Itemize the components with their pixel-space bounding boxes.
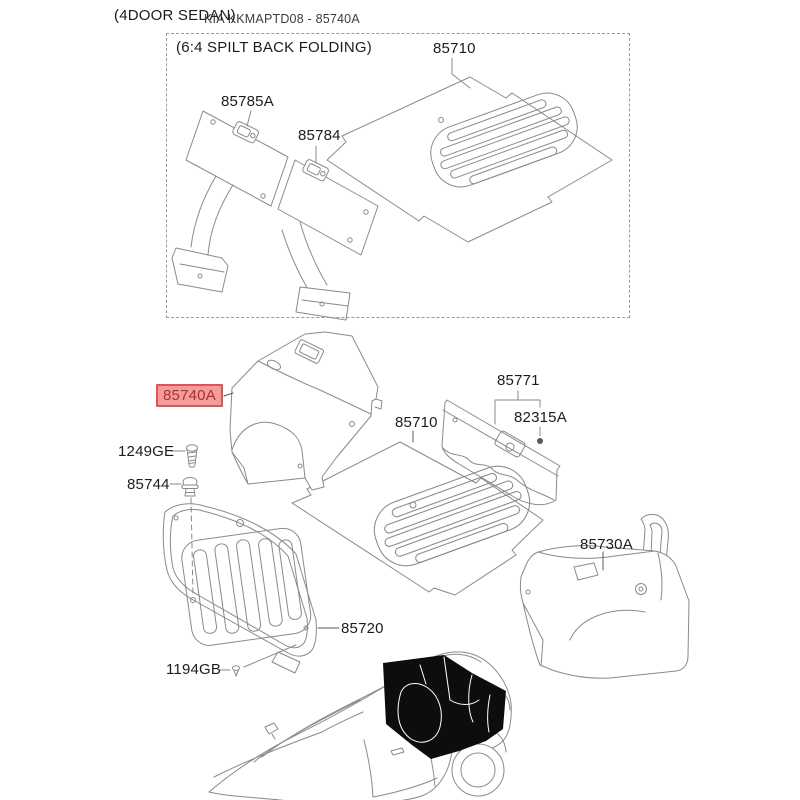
part-label-85720[interactable]: 85720	[341, 620, 384, 637]
variant-title: (4DOOR SEDAN)	[114, 7, 236, 24]
car-locator-drawing	[209, 652, 511, 800]
part-label-85784[interactable]: 85784	[298, 127, 341, 144]
part-label-85740A-highlighted[interactable]: 85740A	[156, 384, 223, 407]
part-label-85710-main[interactable]: 85710	[395, 414, 438, 431]
part-label-85710-inset[interactable]: 85710	[433, 40, 476, 57]
part-label-82315A[interactable]: 82315A	[514, 409, 567, 426]
part-label-85744[interactable]: 85744	[127, 476, 170, 493]
clip-85744-icon	[182, 478, 198, 497]
screw-1194GB-icon	[233, 666, 240, 676]
part-label-1194GB[interactable]: 1194GB	[166, 661, 222, 678]
split-folding-inset-box	[166, 33, 630, 318]
inset-title: (6:4 SPILT BACK FOLDING)	[176, 39, 372, 56]
part-label-85771[interactable]: 85771	[497, 372, 540, 389]
part-label-1249GE[interactable]: 1249GE	[118, 443, 175, 460]
partition-panel-85720-drawing	[163, 504, 316, 673]
screw-1249GE-icon	[187, 445, 198, 467]
part-label-85785A[interactable]: 85785A	[221, 93, 274, 110]
catalog-watermark: KIA KKMAPTD08 - 85740A	[204, 12, 360, 26]
part-label-85730A[interactable]: 85730A	[580, 536, 633, 553]
